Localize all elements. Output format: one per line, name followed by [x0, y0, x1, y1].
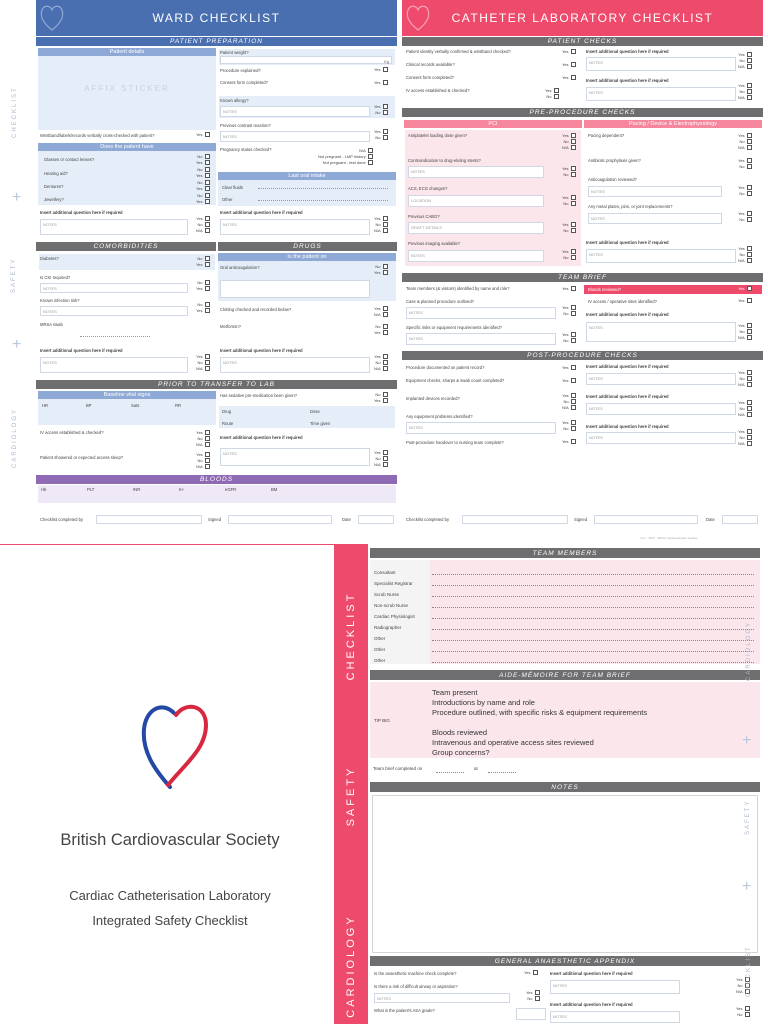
ward-header [36, 0, 397, 36]
post-problems-question: Any equipment problems identified? [406, 414, 473, 419]
team-roles-list [374, 564, 754, 663]
pc-insert-yn-2[interactable]: Yes No N/A [738, 83, 752, 101]
bcs-logo-icon [404, 2, 432, 34]
cover-org-name: British Cardiovascular Society [60, 831, 280, 849]
ward-completed-by-field[interactable] [96, 515, 202, 524]
bloods-band: BLOODS [36, 475, 397, 484]
aide-line [432, 718, 647, 728]
ward-completed-by-label: Checklist completed by [40, 517, 84, 522]
weight-field[interactable]: Kg [220, 56, 392, 64]
pci-antiplatelet-question: Antiplatelet loading dose given? [408, 133, 468, 138]
wristband-yes[interactable]: Yes [196, 132, 210, 138]
pacing-insert-notes[interactable]: NOTES [586, 249, 736, 263]
blood-plt[interactable]: PLT [87, 487, 95, 492]
post-devices-yn[interactable]: Yes No N/A [562, 393, 576, 411]
ward-date-label: Date [342, 517, 351, 522]
route-label[interactable]: Route [222, 421, 234, 426]
drug-label[interactable]: Drug [222, 409, 232, 414]
bcs-heart-logo-icon [140, 695, 212, 791]
is-patient-on-title: Is the patient on [218, 253, 396, 261]
post-handover-yes[interactable]: Yes [562, 439, 576, 445]
infection-yn[interactable]: No Yes [196, 302, 210, 314]
aide-memoire-band: AIDE-MÉMOIRE FOR TEAM BRIEF [370, 670, 760, 680]
tb-access-question: IV access / operative sites identified? [588, 299, 657, 304]
notes-band: NOTES [370, 782, 760, 792]
tb-case-yn[interactable]: Yes No [562, 305, 576, 317]
pacing-anticoag-notes[interactable]: NOTES [588, 186, 722, 197]
post-insert-yn-2[interactable]: Yes No N/A [738, 400, 752, 418]
post-equipment-question: Equipment checks, sharps & swab count completed? [406, 378, 505, 383]
brief-completed-label: Team brief completed on [373, 766, 423, 771]
pci-des-question: Contraindication to drug-eluting stents? [408, 158, 481, 163]
tb-bloods-question: Bloods reviewed? [588, 287, 622, 292]
spine-word-checklist: CHECKLIST [345, 591, 357, 681]
transfer-notes[interactable]: NOTES [220, 448, 370, 466]
ga-insert-yn-1[interactable]: Yes No N/A [736, 977, 750, 995]
team-role-row[interactable]: Other [374, 652, 754, 663]
cath-title: CATHETER LABORATORY CHECKLIST [451, 11, 714, 25]
post-problems-yn[interactable]: Yes No [562, 420, 576, 432]
iv-question: IV access established & checked? [40, 430, 104, 435]
tb-access-yes[interactable]: Yes [738, 298, 752, 304]
allergy-notes[interactable]: NOTES [220, 106, 370, 117]
drug-dose-row [218, 405, 396, 429]
pc-iv-question: IV access established & checked? [406, 88, 470, 93]
pci-graft-field[interactable]: GRAFT DETAILS [408, 222, 544, 234]
baseline-box [38, 391, 216, 425]
blood-inr[interactable]: INR [133, 487, 141, 492]
pre-procedure-band: PRE-PROCEDURE CHECKS [402, 108, 763, 117]
pacing-anticoag-yn[interactable]: Yes No [738, 185, 752, 197]
blood-bm[interactable]: BM [271, 487, 278, 492]
voided-yn[interactable]: Yes No N/A [196, 452, 210, 470]
pc-records-question: Clinical records available? [406, 62, 455, 67]
infection-question: Known infection risk? [40, 298, 80, 303]
right-side-word-safety: SAFETY [745, 799, 751, 835]
blood-egfr[interactable]: eGFR [225, 487, 237, 492]
clear-fluids-field[interactable] [258, 188, 388, 189]
aide-line: Introductions by name and role [432, 698, 535, 707]
transfer-insert-yn[interactable]: Yes No N/A [374, 450, 388, 468]
comorb-insert-question: Insert additional question here if required [40, 348, 123, 353]
drugs-notes[interactable]: NOTES [220, 357, 370, 373]
cath-signed-field[interactable] [594, 515, 698, 524]
patient-details-box [38, 48, 216, 130]
pc-iv-yn[interactable]: Yes No [545, 88, 559, 100]
ga-asa-field[interactable] [516, 1008, 546, 1020]
post-insert-notes-1[interactable]: NOTES [586, 373, 736, 385]
crosshair-icon: + [12, 189, 22, 206]
right-side-word-cardiology: CARDIOLOGY [746, 620, 752, 681]
pc-identity-yes[interactable]: Yes [562, 49, 576, 55]
blood-hb[interactable]: Hb [41, 487, 47, 492]
cki-yn[interactable]: No Yes [196, 280, 210, 292]
tb-risks-yn[interactable]: Yes No [562, 332, 576, 344]
clotting-yn[interactable]: Yes N/A [374, 306, 388, 318]
side-word-safety: SAFETY [11, 257, 17, 293]
vital-sats[interactable]: Sats [131, 403, 140, 408]
have-item-2: Hearing aid? [44, 171, 68, 176]
pacing-metal-notes[interactable]: NOTES [588, 213, 722, 224]
post-documented-yes[interactable]: Yes [562, 365, 576, 371]
pci-location-field[interactable]: LOCATION [408, 195, 544, 207]
patient-details-title: Patient details [38, 48, 216, 56]
team-members-band: TEAM MEMBERS [370, 548, 760, 558]
side-word-checklist: CHECKLIST [12, 86, 18, 138]
drugs-insert-yn[interactable]: Yes No N/A [374, 354, 388, 372]
ga-appendix-band: GENERAL ANAESTHETIC APPENDIX [370, 956, 760, 966]
post-devices-question: Implanted devices recorded? [406, 396, 460, 401]
sedative-yn[interactable]: No Yes [374, 392, 388, 404]
diabetes-question: Diabetes? [40, 256, 59, 261]
pc-identity-question: Patient identity verbally confirmed & wristband checked? [406, 49, 511, 54]
post-insert-question-2: Insert additional question here if required [586, 394, 669, 399]
post-insert-question-1: Insert additional question here if required [586, 364, 669, 369]
spine-word-cardiology: CARDIOLOGY [345, 914, 357, 1018]
spine-word-safety: SAFETY [345, 765, 357, 827]
have-item-1: Glasses or contact lenses? [44, 157, 95, 162]
pci-acs-question: ACS, ECG changes? [408, 186, 448, 191]
clear-fluids-label: Clear fluids [222, 185, 243, 190]
aide-line: Group concerns? [432, 748, 490, 757]
ga-insert-question-2: Insert additional question here if required [550, 1002, 633, 1007]
team-role-row[interactable]: Radiographer [374, 619, 754, 630]
patient-prep-band: PATIENT PREPARATION [36, 37, 397, 46]
team-role-row[interactable]: Non-scrub Nurse [374, 597, 754, 608]
tb-case-notes[interactable]: NOTES [406, 307, 556, 319]
right-side-word-checklist: CHECKLIST [746, 945, 752, 997]
cover-title-line2: Integrated Safety Checklist [92, 913, 248, 928]
pacing-subheader: Pacing / Device & Electrophysiology [584, 120, 762, 128]
allergy-yn[interactable]: Yes No [374, 104, 388, 116]
pacing-anticoag-question: Anticoagulation reviewed? [588, 177, 637, 182]
post-problems-notes[interactable]: NOTES [406, 422, 556, 434]
post-insert-yn-1[interactable]: Yes No N/A [738, 370, 752, 388]
pacing-antibiotic-question: Antibiotic prophylaxis given? [588, 158, 641, 163]
comorb-insert-yn[interactable]: Yes No N/A [196, 354, 210, 372]
brief-at-label: at [474, 766, 478, 771]
cover-title-line1: Cardiac Catheterisation Laboratory [69, 888, 271, 903]
ga-airway-yn[interactable]: Yes No [526, 990, 540, 1002]
post-insert-notes-2[interactable]: NOTES [586, 403, 736, 415]
side-word-cardiology: CARDIOLOGY [12, 407, 18, 468]
cki-notes[interactable]: NOTES [40, 283, 188, 293]
allergy-question: Known allergy? [220, 98, 249, 103]
transfer-insert-question: Insert additional question here if required [220, 435, 303, 440]
affix-sticker-label: AFFIX STICKER [84, 84, 170, 93]
pci-imaging-yn[interactable]: Yes No [562, 249, 576, 261]
dose-label[interactable]: Dose [310, 409, 320, 414]
aide-lines [432, 688, 647, 758]
pci-cabg-question: Previous CABG? [408, 214, 440, 219]
have-item-3: Dentures? [44, 184, 64, 189]
ga-airway-notes[interactable]: NOTES [374, 993, 510, 1003]
aide-line: Intravenous and operative access sites reviewed [432, 738, 594, 747]
comorbidities-band: COMORBIDITIES [36, 242, 216, 251]
last-oral-intake-title: Last oral intake [218, 172, 396, 180]
diabetes-row [38, 253, 216, 271]
cath-header [402, 0, 763, 36]
diabetes-yn[interactable]: No Yes [196, 256, 210, 268]
iv-yn[interactable]: Yes No N/A [196, 430, 210, 448]
ward-signed-field[interactable] [228, 515, 332, 524]
other-intake-field[interactable] [258, 200, 388, 201]
have-item-4: Jewellery? [44, 197, 64, 202]
brief-date-field[interactable] [436, 767, 464, 773]
metformin-yn[interactable]: No Yes [374, 324, 388, 336]
tb-insert-yn[interactable]: Yes No N/A [738, 323, 752, 341]
contrast-notes[interactable]: NOTES [220, 131, 370, 142]
pci-acs-yn[interactable]: Yes No [562, 195, 576, 207]
procedure-explained-yes[interactable]: Yes [374, 67, 388, 73]
notes-area[interactable] [372, 795, 758, 953]
vital-bp[interactable]: BP [86, 403, 92, 408]
pacing-insert-question: Insert additional question here if required [586, 240, 669, 245]
does-patient-have-title: Does the patient have [38, 143, 216, 151]
wristband-question: Wristband/labels/records verbally cross-checked with patient? [40, 133, 155, 138]
team-role-row[interactable]: Other [374, 630, 754, 641]
cath-date-field[interactable] [722, 515, 758, 524]
pacing-dependent-yn[interactable]: Yes No N/A [738, 133, 752, 151]
cki-question: Is CKI required? [40, 275, 71, 280]
mrsa-field[interactable] [80, 336, 150, 337]
pc-consent-question: Consent form completed? [406, 75, 454, 80]
tb-team-yes[interactable]: Yes [562, 286, 576, 292]
team-role-row[interactable]: Cardiac Physiologist [374, 608, 754, 619]
pacing-insert-yn[interactable]: Yes No N/A [738, 246, 752, 264]
consent-question: Consent form completed? [220, 80, 268, 85]
tb-risks-notes[interactable]: NOTES [406, 333, 556, 345]
oral-anticoag-yn[interactable]: No Yes [374, 264, 388, 276]
post-handover-question: Post-procedure handover to nursing team complete? [406, 440, 504, 445]
drugs-insert-question: Insert additional question here if required [220, 348, 303, 353]
baseline-title: Baseline vital signs [38, 391, 216, 399]
ga-insert-notes-2[interactable]: NOTES [550, 1011, 680, 1023]
aide-line: Team present [432, 688, 478, 697]
pacing-antibiotic-yn[interactable]: Yes No [738, 158, 752, 170]
crosshair-icon: + [12, 336, 22, 353]
ward-notes-right[interactable]: NOTES [220, 219, 370, 235]
aide-line: Bloods reviewed [432, 728, 488, 737]
post-documented-question: Procedure documented on patient record? [406, 365, 485, 370]
team-role-row[interactable]: Scrub Nurse [374, 586, 754, 597]
aide-label: TIP BIG [374, 718, 390, 723]
tb-insert-question: Insert additional question here if required [586, 312, 669, 317]
crosshair-icon: + [742, 878, 752, 895]
contrast-yn[interactable]: Yes No [374, 129, 388, 141]
post-insert-notes-3[interactable]: NOTES [586, 432, 736, 444]
patient-checks-band: PATIENT CHECKS [402, 37, 763, 46]
blood-k[interactable]: K+ [179, 487, 185, 492]
bcs-logo-icon [38, 2, 66, 34]
tb-insert-notes[interactable]: NOTES [586, 322, 736, 342]
clotting-question: Clotting checked and recorded below? [220, 307, 292, 312]
pc-insert-question-2: Insert additional question here if required [586, 78, 669, 83]
aide-line: Procedure outlined, with specific risks & equipment requirements [432, 708, 648, 717]
ward-notes-left[interactable]: NOTES [40, 219, 188, 235]
oral-anticoag-question: Oral anticoagulation? [220, 265, 260, 270]
ward-signed-label: Signed [208, 517, 222, 522]
oral-anticoag-drug[interactable] [220, 280, 370, 298]
pci-cabg-yn[interactable]: Yes No [562, 222, 576, 234]
pc-notes-2[interactable]: NOTES [586, 87, 736, 101]
ga-insert-yn-2[interactable]: Yes No [736, 1006, 750, 1018]
ward-insert-yn-left[interactable]: Yes No N/A [196, 216, 210, 234]
ga-insert-question-1: Insert additional question here if required [550, 971, 633, 976]
ward-insert-yn-right[interactable]: Yes No N/A [374, 216, 388, 234]
pacing-metal-question: Any metal plates, pins, or joint replacements? [588, 204, 673, 209]
post-equipment-yes[interactable]: Yes [562, 378, 576, 384]
pacing-metal-yn[interactable]: Yes No [738, 211, 752, 223]
have-yn-2[interactable]: No Yes [196, 167, 210, 179]
post-insert-question-3: Insert additional question here if required [586, 424, 669, 429]
infection-notes[interactable]: NOTES [40, 306, 188, 316]
prior-transfer-band: PRIOR TO TRANSFER TO LAB [36, 380, 397, 389]
pci-des-notes[interactable]: NOTES [408, 166, 544, 178]
weight-question: Patient weight? [220, 50, 249, 55]
crosshair-icon: + [742, 732, 752, 749]
tb-bloods-yes[interactable]: Yes [738, 286, 752, 292]
have-yn-1[interactable]: No Yes [196, 154, 210, 166]
procedure-explained-question: Procedure explained? [220, 68, 261, 73]
cover-divider [0, 544, 334, 545]
team-role-row[interactable]: Consultant [374, 564, 754, 575]
cath-date-label: Date [706, 517, 715, 522]
ward-insert-question-right: Insert additional question here if required [220, 210, 303, 215]
time-given-label[interactable]: Time given [310, 421, 331, 426]
team-role-row[interactable]: Specialist Registrar [374, 575, 754, 586]
pc-notes-1[interactable]: NOTES [586, 57, 736, 71]
tb-case-question: Case & planned procedure outlined? [406, 299, 474, 304]
ga-insert-notes-1[interactable]: NOTES [550, 980, 680, 994]
brief-time-field[interactable] [488, 767, 516, 773]
have-yn-4[interactable]: No Yes [196, 193, 210, 205]
vital-hr[interactable]: HR [42, 403, 49, 408]
mrsa-question: MRSA swab [40, 322, 63, 327]
team-brief-band: TEAM BRIEF [402, 273, 763, 282]
have-yn-3[interactable]: No Yes [196, 180, 210, 192]
sedative-question: Has sedative pre-medication been given? [220, 393, 298, 398]
voided-question: Patient showered or expected access sleep? [40, 455, 124, 460]
ward-date-field[interactable] [358, 515, 394, 524]
ga-machine-yes[interactable]: Yes [524, 970, 538, 976]
drugs-band: DRUGS [218, 242, 397, 251]
pci-des-yn[interactable]: Yes No [562, 166, 576, 178]
pacing-dependent-question: Pacing dependent? [588, 133, 625, 138]
pci-subheader: PCI [404, 120, 582, 128]
team-role-row[interactable]: Other [374, 641, 754, 652]
consent-yes[interactable]: Yes [374, 80, 388, 86]
contrast-question: Previous contrast reaction? [220, 123, 271, 128]
tb-team-question: Team members (& visitors) identified by name and role? [406, 286, 510, 291]
comorb-notes[interactable]: NOTES [40, 357, 188, 373]
ward-title: WARD CHECKLIST [152, 11, 281, 25]
post-procedure-band: POST-PROCEDURE CHECKS [402, 351, 763, 360]
pregnancy-opts[interactable]: N/A Not pregnant - LMP history Not pregnant - test done [318, 148, 373, 166]
pc-consent-yes[interactable]: Yes [562, 75, 576, 81]
pci-imaging-question: Previous imaging available? [408, 241, 461, 246]
pregnancy-question: Pregnancy status checked? [220, 147, 272, 152]
pc-insert-question-1: Insert additional question here if required [586, 49, 669, 54]
pci-antiplatelet-yn[interactable]: Yes No N/A [562, 133, 576, 151]
ward-insert-question-left: Insert additional question here if required [40, 210, 123, 215]
tb-risks-question: Specific risks or equipment requirements identified? [406, 325, 502, 330]
metformin-question: Metformin? [220, 324, 241, 329]
vital-rr[interactable]: RR [175, 403, 182, 408]
pc-insert-yn-1[interactable]: Yes No N/A [738, 52, 752, 70]
other-intake-label: Other [222, 197, 233, 202]
cath-signed-label: Signed [574, 517, 588, 522]
ga-machine-question: Is the anaesthetic machine check complete? [374, 971, 457, 976]
cath-completed-by-field[interactable] [462, 515, 568, 524]
cath-completed-by-label: Checklist completed by [406, 517, 450, 522]
cath-footer-text: v1.2 · 2014 · British Cardiovascular Society [640, 536, 698, 540]
ga-asa-question: What is the patient's ASA grade? [374, 1008, 435, 1013]
pci-imaging-notes[interactable]: NOTES [408, 250, 544, 262]
post-insert-yn-3[interactable]: Yes No N/A [738, 429, 752, 447]
ga-airway-question: Is there a risk of difficult airway or aspiration? [374, 984, 458, 989]
pc-records-yes[interactable]: Yes [562, 62, 576, 68]
